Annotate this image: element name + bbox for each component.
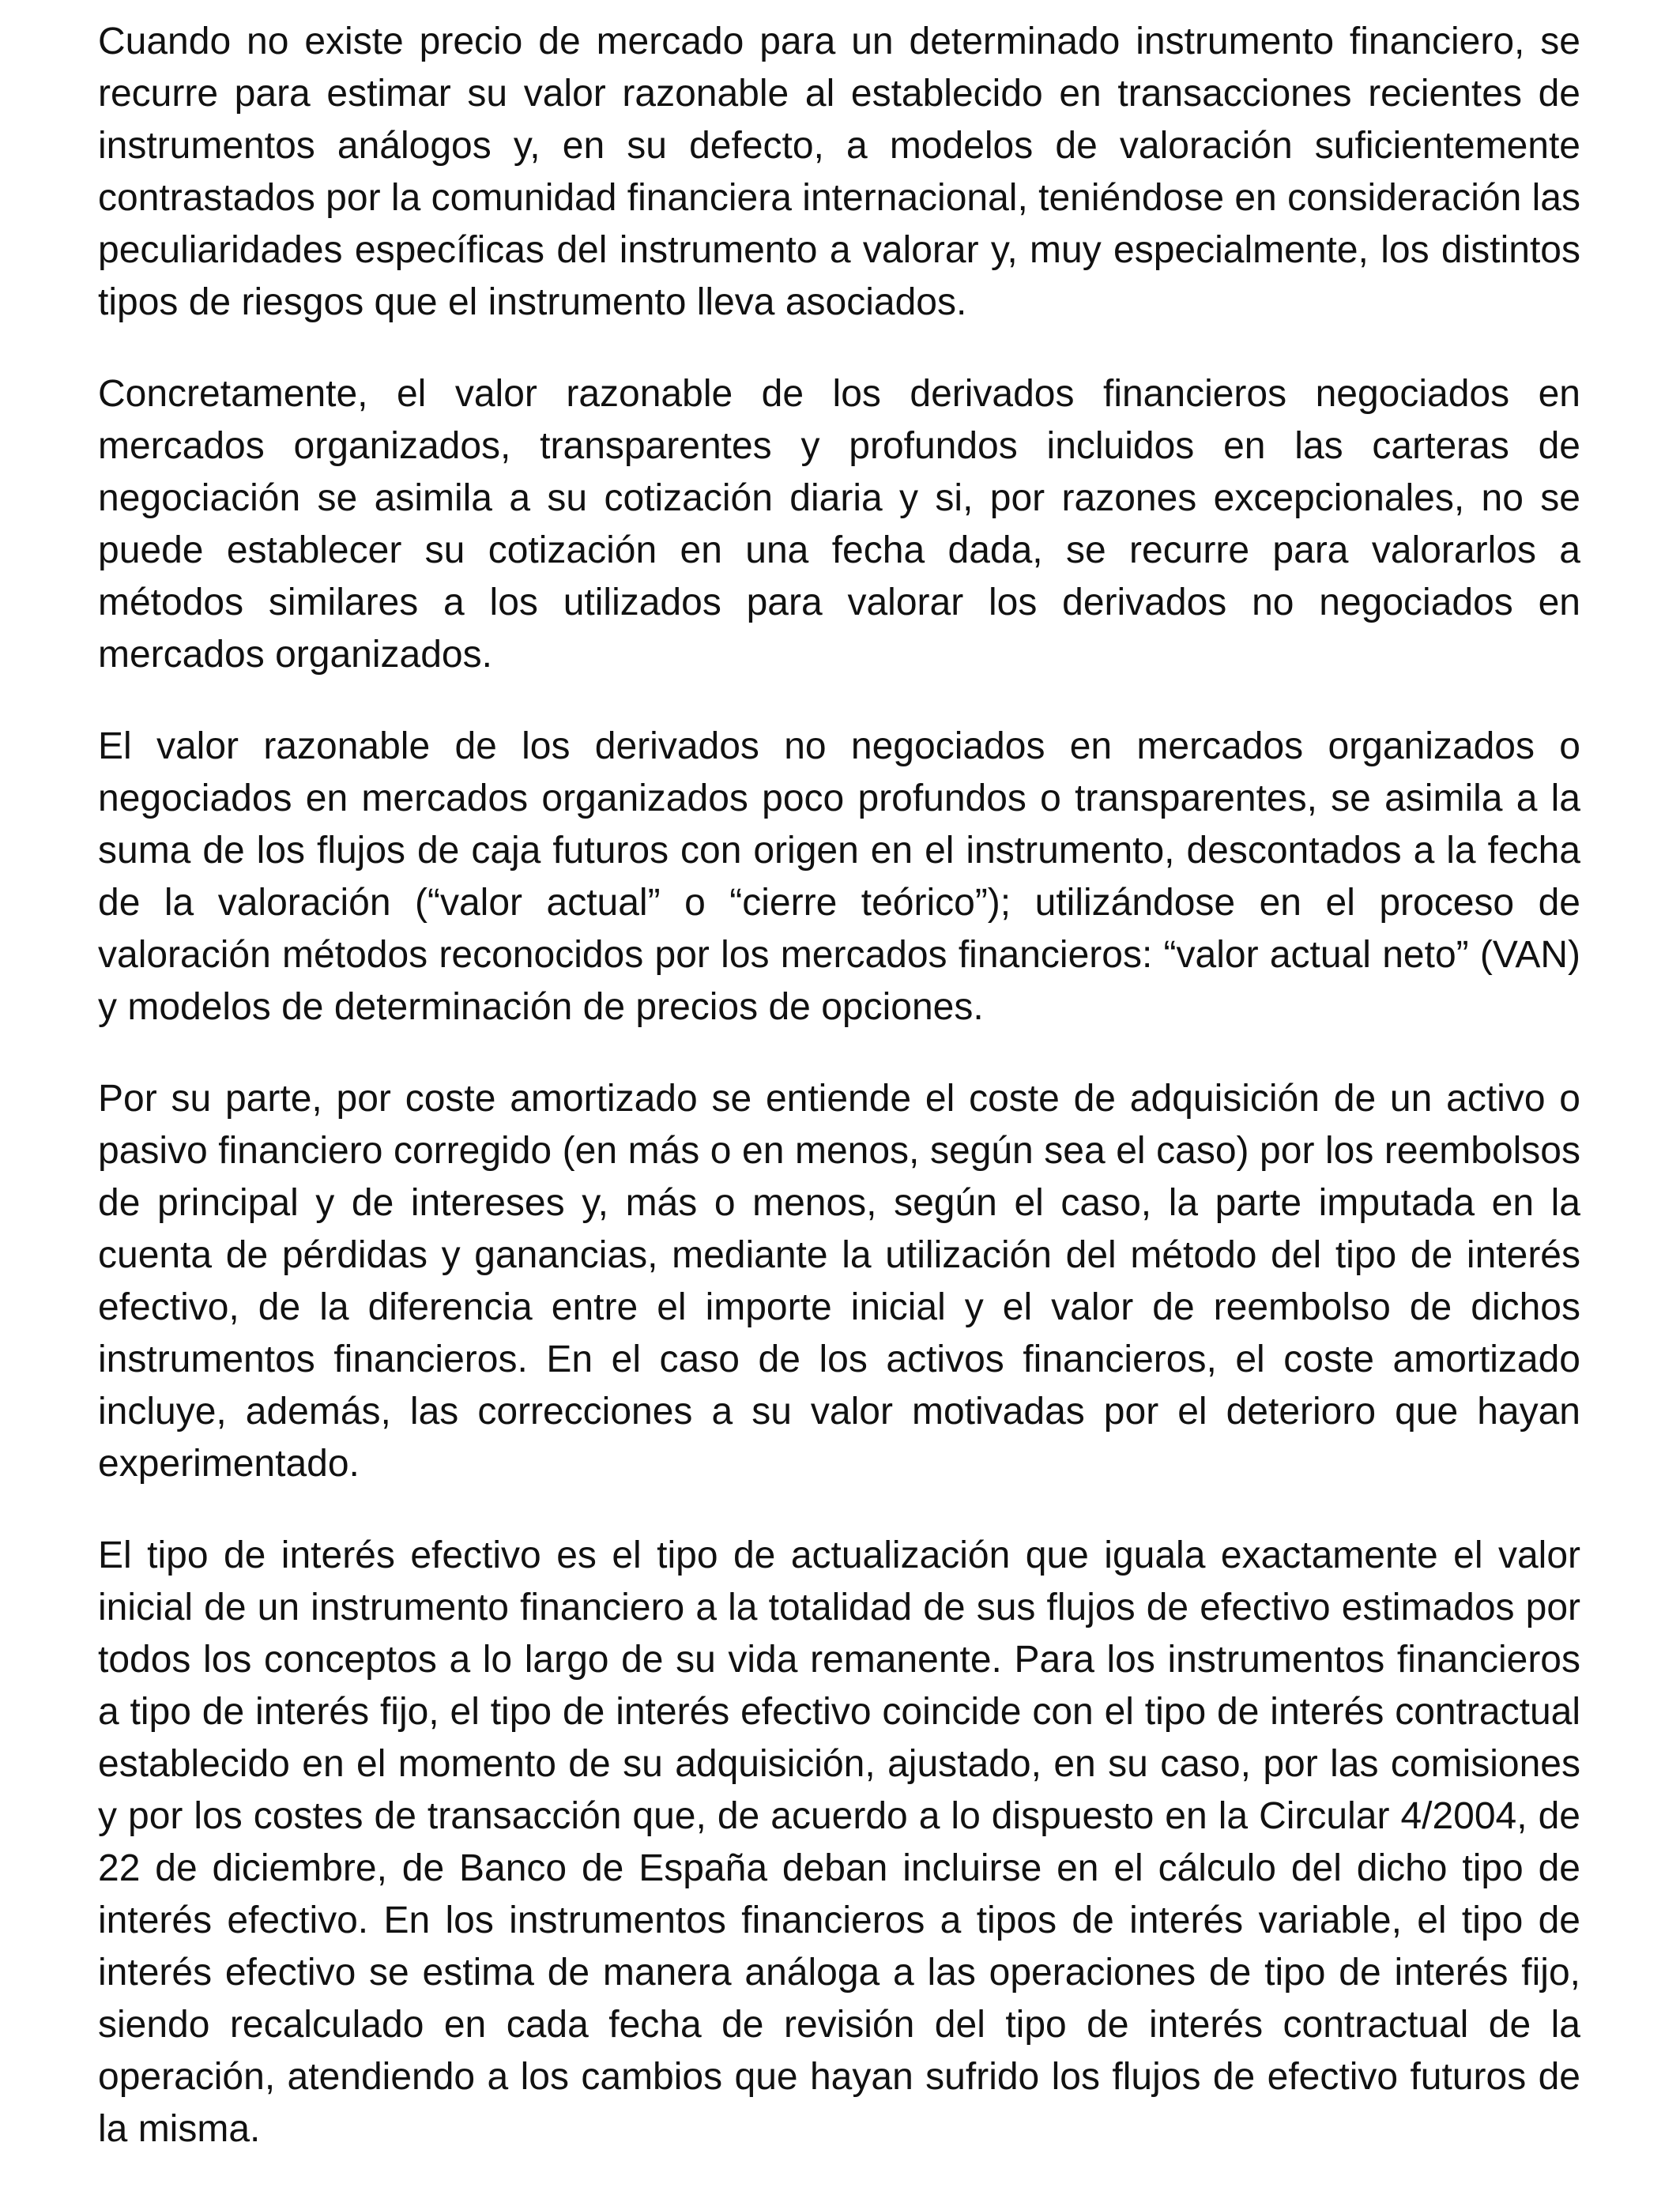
paragraph-fair-value-no-market-price: Cuando no existe precio de mercado para un determinado instrumento financiero, se recurre para estimar su valor razonable al establecido en transacciones recientes de instrumentos análogos y, en su defecto, a modelos de valoración suficientemente contrastados por la comunidad financiera internacional, teniéndose en consideración las peculiaridades específicas del instrumento a valorar y, muy especialmente, los distintos tipos de riesgos que el instrumento lleva asociados. [98,21,1580,323]
document-page [98,16,1580,2195]
paragraph-non-organized-market-derivatives: El valor razonable de los derivados no negociados en mercados organizados o negociados en mercados organizados poco profundos o transparentes, se asimila a la suma de los flujos de caja futuros con origen en el instrumento, descontados a la fecha de la valoración (“valor actual” o “cierre teórico”); utilizándose en el proceso de valoración métodos reconocidos por los mercados financieros: “valor actual neto” (VAN) y modelos de determinación de precios de opciones. [98,725,1580,1028]
paragraph-effective-interest-rate: El tipo de interés efectivo es el tipo de actualización que iguala exactamente el valor inicial de un instrumento financiero a la totalidad de sus flujos de efectivo estimados por todos los conceptos a lo largo de su vida remanente. Para los instrumentos financieros a tipo de interés fijo, el tipo de interés efectivo coincide con el tipo de interés contractual establecido en el momento de su adquisición, ajustado, en su caso, por las comisiones y por los costes de transacción que, de acuerdo a lo dispuesto en la Circular 4/2004, de 22 de diciembre, de Banco de España deban incluirse en el cálculo del dicho tipo de interés efectivo. En los instrumentos financieros a tipos de interés variable, el tipo de interés efectivo se estima de manera análoga a las operaciones de tipo de interés fijo, siendo recalculado en cada fecha de revisión del tipo de interés contractual de la operación, atendiendo a los cambios que hayan sufrido los flujos de efectivo futuros de la misma. [98,1534,1580,2150]
paragraph-amortized-cost: Por su parte, por coste amortizado se entiende el coste de adquisición de un activo o pasivo financiero corregido (en más o en menos, según sea el caso) por los reembolsos de principal y de intereses y, más o menos, según el caso, la parte imputada en la cuenta de pérdidas y ganancias, mediante la utilización del método del tipo de interés efectivo, de la diferencia entre el importe inicial y el valor de reembolso de dichos instrumentos financieros. En el caso de los activos financieros, el coste amortizado incluye, además, las correcciones a su valor motivadas por el deterioro que hayan experimentado. [98,1078,1580,1485]
paragraph-organized-market-derivatives: Concretamente, el valor razonable de los derivados financieros negociados en mercados organizados, transparentes y profundos incluidos en las carteras de negociación se asimila a su cotización diaria y si, por razones excepcionales, no se puede establecer su cotización en una fecha dada, se recurre para valorarlos a métodos similares a los utilizados para valorar los derivados no negociados en mercados organizados. [98,373,1580,676]
